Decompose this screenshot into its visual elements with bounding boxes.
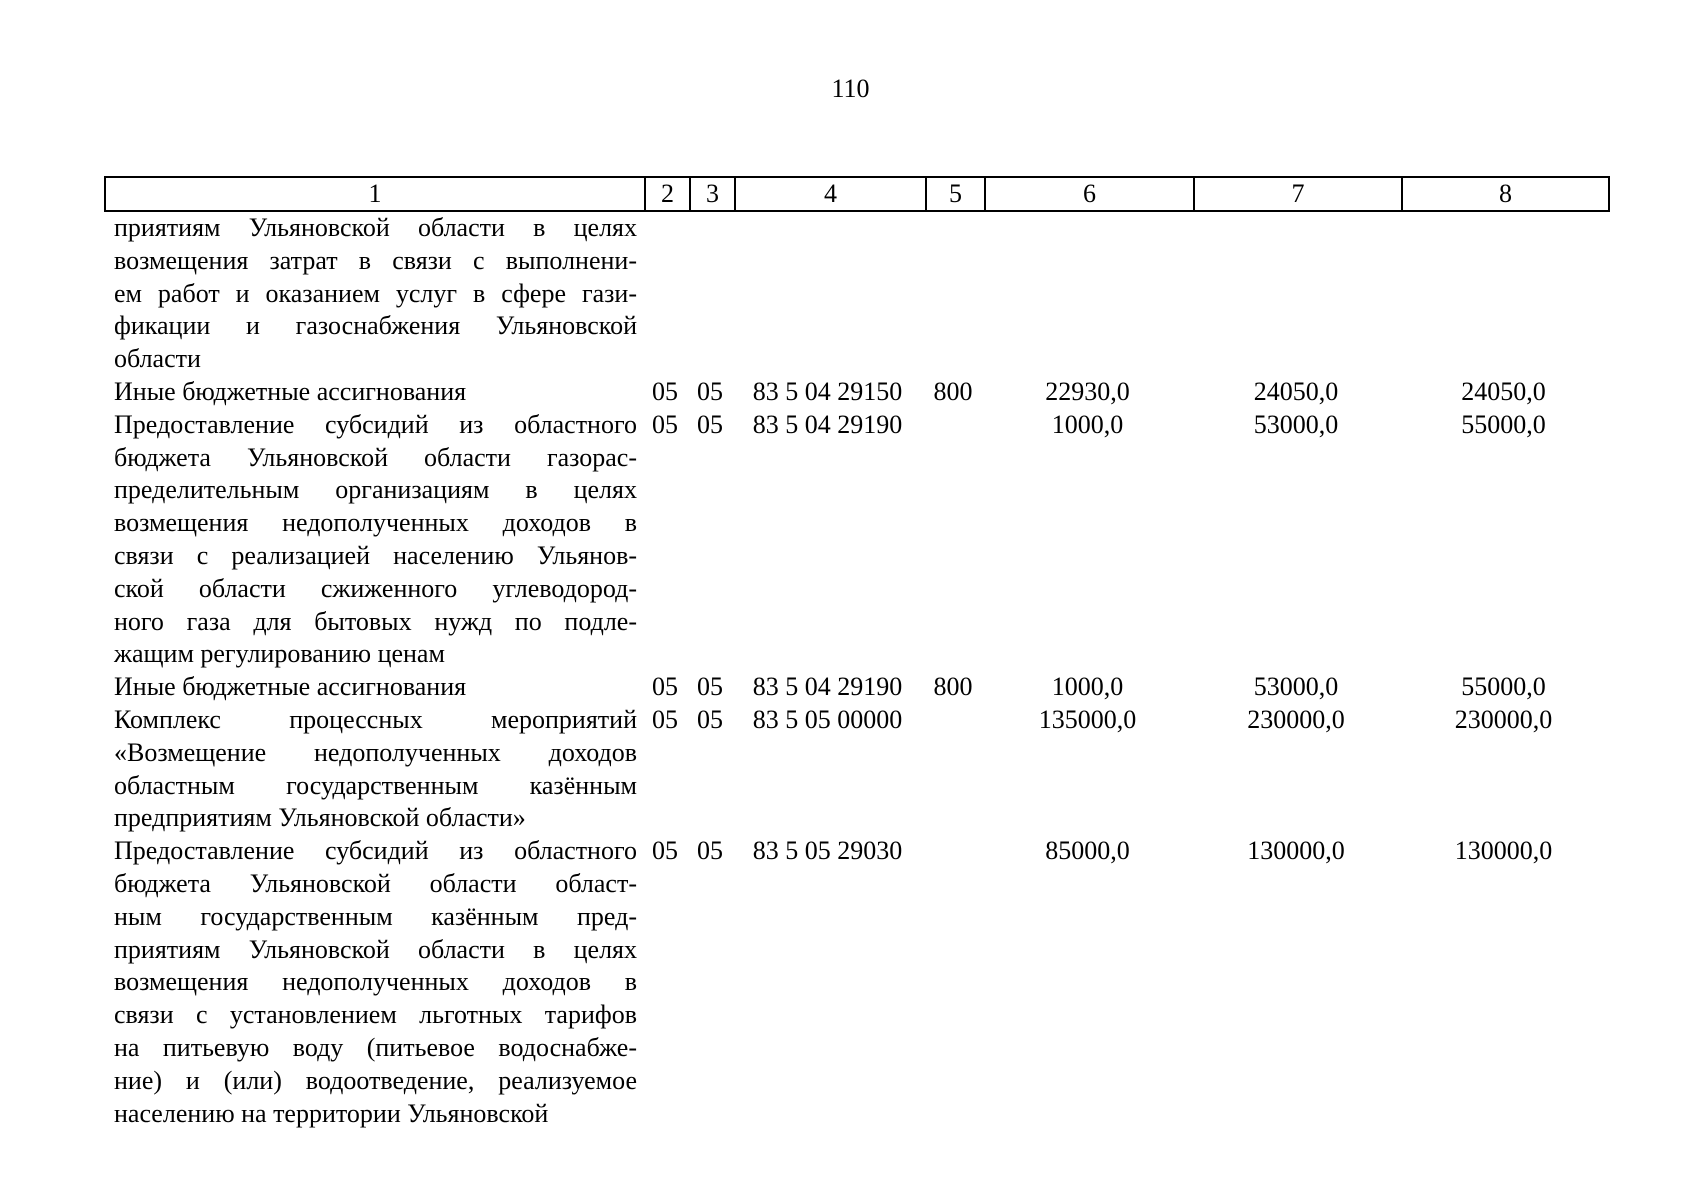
- amount-year-3: 130000,0: [1454, 836, 1553, 866]
- page-number: 110: [831, 74, 870, 103]
- amount-year-2: 130000,0: [1247, 836, 1345, 866]
- table-row: [104, 671, 1608, 704]
- amount-year-3: 24050,0: [1461, 376, 1546, 406]
- amount-year-1: 1000,0: [1051, 672, 1124, 702]
- description-line: Иные бюджетные ассигнования: [114, 376, 467, 406]
- description-line: приятиям Ульяновской области в целях: [114, 934, 637, 964]
- amount-year-2: 230000,0: [1247, 704, 1345, 734]
- description-line: возмещения затрат в связи с выполнени-: [114, 245, 637, 275]
- row-description: [114, 212, 637, 376]
- description-line: возмещения недополученных доходов в: [114, 508, 637, 538]
- target-article-code: 83 5 04 29190: [752, 409, 903, 439]
- description-line: населению на территории Ульяновской: [114, 1098, 549, 1128]
- description-line: ем работ и оказанием услуг в сфере гази-: [114, 278, 637, 308]
- row-description: [114, 376, 637, 409]
- row-description: [114, 704, 637, 835]
- amount-year-3: 55000,0: [1461, 672, 1546, 702]
- amount-year-3: 230000,0: [1454, 704, 1553, 734]
- description-line: фикации и газоснабжения Ульяновской: [114, 311, 637, 341]
- expense-type-code: 800: [933, 672, 973, 702]
- amount-year-1: 22930,0: [1045, 376, 1130, 406]
- target-article-code: 83 5 05 29030: [752, 836, 903, 866]
- description-line: областным государственным казённым: [114, 770, 637, 800]
- header-col-5: 5: [926, 177, 985, 211]
- header-col-2: 2: [645, 177, 690, 211]
- description-line: Комплекс процессных мероприятий: [114, 704, 637, 734]
- description-line: ние) и (или) водоотведение, реализуемое: [114, 1065, 637, 1095]
- table-row: [104, 704, 1608, 835]
- target-article-code: 83 5 05 00000: [752, 704, 903, 734]
- subsection-code: 05: [697, 704, 723, 734]
- amount-year-1: 1000,0: [1051, 409, 1124, 439]
- row-description: [114, 671, 637, 704]
- header-col-6: 6: [985, 177, 1194, 211]
- row-description: [114, 835, 637, 1130]
- section-code: 05: [652, 376, 678, 406]
- header-col-1: 1: [105, 177, 645, 211]
- table-row: [104, 376, 1608, 409]
- amount-year-2: 53000,0: [1253, 672, 1339, 702]
- description-line: жащим регулированию ценам: [114, 639, 445, 669]
- subsection-code: 05: [697, 376, 723, 406]
- header-col-4: 4: [735, 177, 926, 211]
- table-row: [104, 409, 1608, 671]
- amount-year-3: 55000,0: [1461, 409, 1546, 439]
- subsection-code: 05: [697, 836, 723, 866]
- subsection-code: 05: [697, 409, 723, 439]
- target-article-code: 83 5 04 29190: [752, 672, 903, 702]
- description-line: Предоставление субсидий из областного: [114, 409, 637, 439]
- description-line: ным государственным казённым пред-: [114, 901, 637, 931]
- table-body: [104, 212, 1608, 1130]
- header-col-8: 8: [1402, 177, 1609, 211]
- table-row: [104, 835, 1608, 1130]
- amount-year-2: 53000,0: [1253, 409, 1339, 439]
- description-line: пределительным организациям в целях: [114, 475, 637, 505]
- description-line: Предоставление субсидий из областного: [114, 836, 637, 866]
- description-line: возмещения недополученных доходов в: [114, 967, 637, 997]
- description-line: «Возмещение недополученных доходов: [114, 737, 637, 767]
- amount-year-2: 24050,0: [1253, 376, 1339, 406]
- header-col-7: 7: [1194, 177, 1402, 211]
- description-line: предприятиям Ульяновской области»: [114, 803, 526, 833]
- description-line: приятиям Ульяновской области в целях: [114, 213, 637, 242]
- description-line: области: [114, 344, 201, 374]
- table-row: [104, 212, 1608, 376]
- description-line: связи с установлением льготных тарифов: [114, 1000, 637, 1030]
- description-line: связи с реализацией населению Ульянов-: [114, 540, 637, 570]
- section-code: 05: [652, 704, 678, 734]
- subsection-code: 05: [697, 672, 723, 702]
- description-line: бюджета Ульяновской области газорас-: [114, 442, 637, 472]
- header-col-3: 3: [690, 177, 735, 211]
- section-code: 05: [652, 409, 678, 439]
- amount-year-1: 135000,0: [1038, 704, 1137, 734]
- description-line: Иные бюджетные ассигнования: [114, 672, 467, 702]
- description-line: ного газа для бытовых нужд по подле-: [114, 606, 637, 636]
- description-line: на питьевую воду (питьевое водоснабже-: [114, 1032, 637, 1062]
- amount-year-1: 85000,0: [1045, 836, 1130, 866]
- section-code: 05: [652, 672, 678, 702]
- target-article-code: 83 5 04 29150: [752, 376, 903, 406]
- expense-type-code: 800: [933, 376, 973, 406]
- description-line: бюджета Ульяновской области област-: [114, 868, 637, 898]
- row-description: [114, 409, 637, 671]
- table-header: [104, 176, 1610, 212]
- section-code: 05: [652, 836, 678, 866]
- description-line: ской области сжиженного углеводород-: [114, 573, 637, 603]
